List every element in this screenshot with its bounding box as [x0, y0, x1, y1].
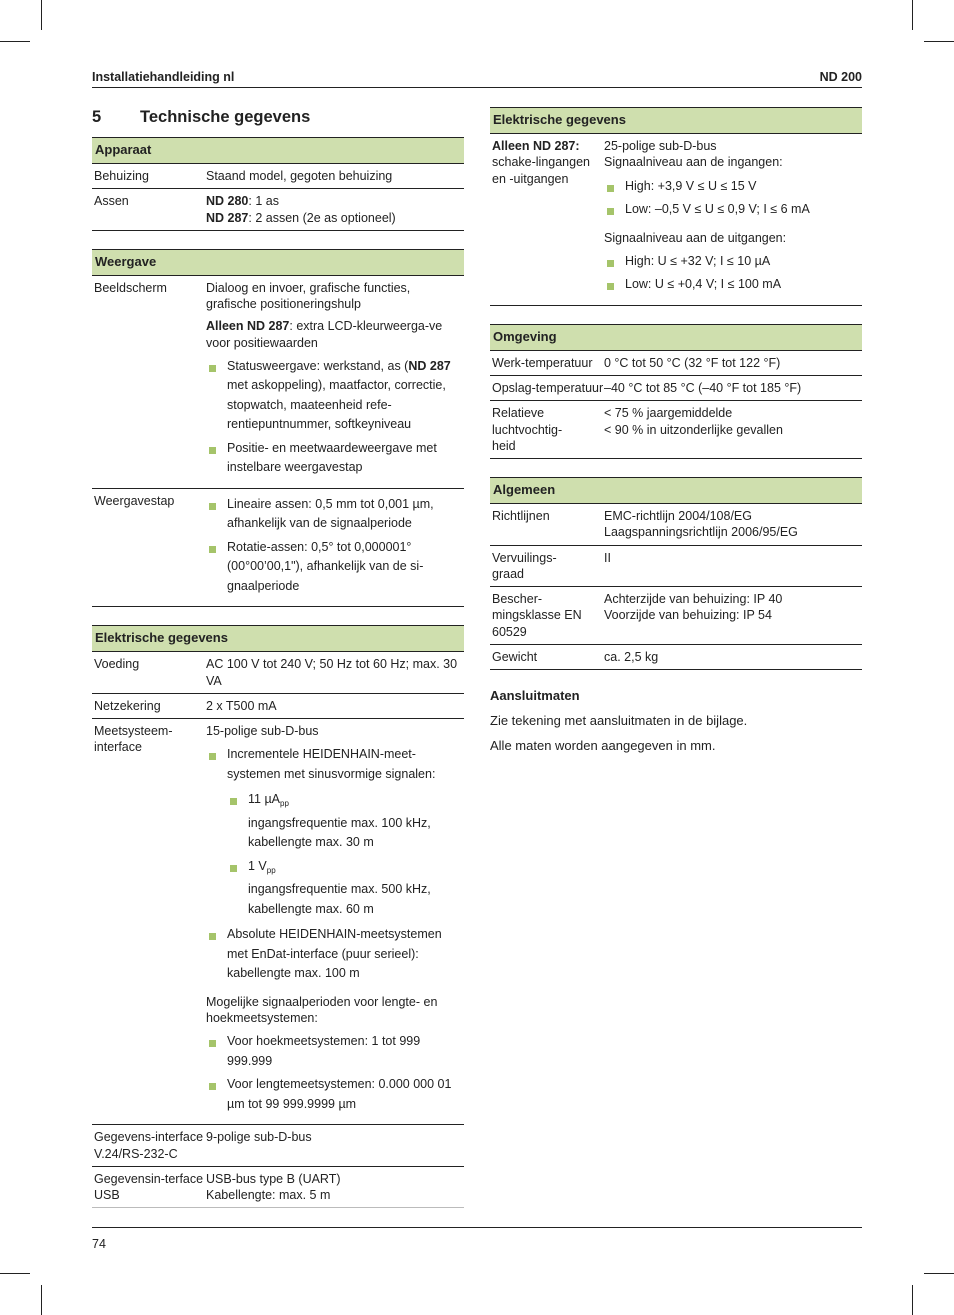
- row-value: II: [604, 550, 611, 565]
- row-label: Richtlijnen: [492, 509, 550, 523]
- row-value: Staand model, gegoten behuizing: [206, 169, 393, 183]
- table-row: [490, 504, 862, 546]
- paragraph: Signaalniveau aan de uitgangen:: [604, 230, 787, 245]
- row-label: Gegevensin-terface USB: [94, 1171, 204, 1202]
- row-label: Relatieve luchtvochtig-heid: [492, 406, 563, 453]
- list-item: [206, 357, 460, 435]
- value-line: < 75 % jaargemiddelde: [604, 406, 733, 421]
- table-row: [92, 1167, 464, 1209]
- value-line: Achterzijde van behuizing: IP 40: [604, 592, 783, 606]
- crop-mark: [924, 1273, 954, 1274]
- table-row: [490, 546, 862, 588]
- section-title: [92, 107, 310, 128]
- list-item: Positie- en meetwaardeweergave met instelbare weergavestap: [206, 439, 460, 478]
- signal-type: 11 µA: [248, 792, 280, 807]
- value-line: EMC-richtlijn 2004/108/EG: [604, 509, 752, 523]
- value-line: 25-polige sub-D-bus: [604, 139, 717, 153]
- row-value: [206, 723, 464, 1120]
- list-item: Voor hoekmeetsystemen: 1 tot 999 999.999: [206, 1032, 460, 1071]
- row-value: [206, 493, 464, 603]
- page-header: [92, 69, 862, 88]
- axes-text: : 2 assen (2e as optioneel): [248, 210, 396, 225]
- list-text: Statusweergave: werkstand, as (: [227, 358, 409, 373]
- row-value: [206, 1171, 464, 1204]
- paragraph: Alle maten worden aangegeven in mm.: [490, 737, 716, 753]
- table-weergave: [92, 249, 464, 608]
- crop-mark: [924, 41, 954, 42]
- table-header: Weergave: [92, 249, 464, 276]
- row-value: 0 °C tot 50 °C (32 °F tot 122 °F): [604, 355, 781, 370]
- table-row: [490, 587, 862, 645]
- list-item: High: U ≤ +32 V; I ≤ 10 µA: [604, 252, 858, 272]
- table-row: [490, 134, 862, 306]
- table-header: Algemeen: [490, 477, 862, 504]
- list-item: Rotatie-assen: 0,5° tot 0,000001° (00°00’00,1"), afhankelijk van de si-gnaalperiode: [206, 538, 460, 597]
- section-number: 5: [92, 108, 102, 126]
- value-line: USB-bus type B (UART): [206, 1171, 341, 1186]
- row-value: –40 °C tot 85 °C (–40 °F tot 185 °F): [604, 381, 802, 395]
- row-label: Assen: [94, 194, 129, 209]
- paragraph: Mogelijke signaalperioden voor lengte- en hoekmeetsystemen:: [206, 994, 438, 1025]
- row-value: 9-polige sub-D-bus: [206, 1130, 312, 1145]
- bullet-list: [206, 357, 460, 478]
- table-header: Apparaat: [92, 137, 464, 164]
- bullet-list: [604, 252, 858, 295]
- table-elektrische-gegevens: [92, 625, 464, 1208]
- manual-title: Installatiehandleiding nl: [92, 70, 235, 84]
- row-label: Gegevens-interface V.24/RS-232-C: [94, 1130, 204, 1161]
- table-header: Omgeving: [490, 324, 862, 351]
- section-heading: Technische gegevens: [140, 108, 311, 126]
- row-label: Gewicht: [492, 649, 538, 664]
- right-column: [490, 107, 862, 763]
- table-omgeving: [490, 324, 862, 459]
- row-label: [490, 138, 604, 301]
- page-footer: [92, 1227, 862, 1252]
- bullet-list: [206, 1032, 460, 1114]
- list-item: High: +3,9 V ≤ U ≤ 15 V: [604, 177, 858, 197]
- row-value: 2 x T500 mA: [206, 698, 277, 713]
- model-name: ND 280: [206, 194, 249, 209]
- row-label: Werk-temperatuur: [492, 355, 593, 370]
- left-column: [92, 137, 464, 1226]
- model-name: Alleen ND 287:: [492, 139, 580, 153]
- crop-mark: [0, 41, 30, 42]
- list-text: ingangsfrequentie max. 100 kHz, kabellengte max. 30 m: [248, 815, 431, 850]
- model-name: ND 287: [408, 358, 451, 373]
- table-row: [490, 645, 862, 670]
- list-item: Voor lengtemeetsystemen: 0.000 000 01 µm tot 99 999.9999 µm: [206, 1075, 460, 1114]
- value-line: Laagspanningsrichtlijn 2006/95/EG: [604, 525, 798, 540]
- row-label: Opslag-temperatuur: [492, 381, 604, 395]
- crop-mark: [0, 1273, 30, 1274]
- bullet-list: [206, 495, 460, 597]
- table-row: [92, 189, 464, 231]
- row-label: Vervuilings-graad: [492, 550, 557, 581]
- paragraph: Signaalniveau aan de ingangen:: [604, 155, 783, 170]
- table-algemeen: [490, 477, 862, 670]
- row-label: Bescher-mingsklasse EN 60529: [492, 592, 582, 639]
- row-value: [604, 591, 862, 640]
- list-text: Incrementele HEIDENHAIN-meet-systemen met sinusvormige signalen:: [227, 747, 436, 781]
- table-row: [92, 719, 464, 1125]
- model-name: ND 287: [206, 210, 249, 225]
- table-row: [490, 401, 862, 459]
- crop-mark: [41, 0, 42, 30]
- row-value: [604, 508, 862, 541]
- list-item: Absolute HEIDENHAIN-meetsystemen met EnDat-interface (puur serieel): kabellengte max. 100 m: [206, 925, 460, 984]
- list-item: [227, 790, 460, 853]
- row-label: Netzekering: [94, 698, 161, 713]
- value-line: Kabellengte: max. 5 m: [206, 1188, 331, 1202]
- table-row: [92, 652, 464, 694]
- row-value: ca. 2,5 kg: [604, 649, 659, 664]
- row-value: [604, 138, 862, 301]
- row-value: [206, 280, 464, 484]
- bullet-list: [604, 177, 858, 220]
- table-row: [92, 489, 464, 608]
- label-text: schake-lingangen en -uitgangen: [492, 155, 590, 186]
- table-row: [92, 1125, 464, 1167]
- row-value: [206, 193, 464, 226]
- table-apparaat: [92, 137, 464, 231]
- table-row: [490, 376, 862, 401]
- signal-type: 1 V: [248, 858, 267, 873]
- subsection-title: Aansluitmaten: [490, 688, 580, 703]
- list-item: Lineaire assen: 0,5 mm tot 0,001 µm, afhankelijk van de signaalperiode: [206, 495, 460, 534]
- row-label: Beeldscherm: [94, 280, 167, 295]
- crop-mark: [41, 1285, 42, 1315]
- value-line: Voorzijde van behuizing: IP 54: [604, 608, 772, 623]
- row-label: Weergavestap: [94, 493, 175, 508]
- table-row: [490, 351, 862, 376]
- table-row: [92, 694, 464, 719]
- bullet-list: [206, 745, 460, 984]
- model-name: Alleen ND 287: [206, 319, 290, 334]
- crop-mark: [912, 0, 913, 30]
- table-row: [92, 164, 464, 189]
- sub-bullet-list: [227, 790, 460, 919]
- table-row: [92, 276, 464, 489]
- list-item: Low: –0,5 V ≤ U ≤ 0,9 V; I ≤ 6 mA: [604, 200, 858, 220]
- row-value: [604, 405, 862, 454]
- row-label: Meetsysteem-interface: [94, 724, 173, 755]
- signal-subscript: pp: [280, 799, 289, 809]
- page-number: 74: [92, 1237, 106, 1251]
- table-header: Elektrische gegevens: [490, 107, 862, 134]
- list-text: ingangsfrequentie max. 500 kHz, kabellengte max. 60 m: [248, 882, 431, 916]
- paragraph: Zie tekening met aansluitmaten in de bijlage.: [490, 712, 748, 728]
- row-label: Voeding: [94, 657, 140, 672]
- signal-subscript: pp: [266, 865, 276, 875]
- paragraph: [206, 318, 460, 351]
- axes-text: : 1 as: [248, 194, 279, 209]
- list-item: [206, 745, 460, 919]
- product-name: ND 200: [819, 70, 862, 84]
- value-line: < 90 % in uitzonderlijke gevallen: [604, 422, 783, 437]
- row-value: AC 100 V tot 240 V; 50 Hz tot 60 Hz; max. 30 VA: [206, 657, 458, 688]
- paragraph: 15-polige sub-D-bus: [206, 724, 319, 738]
- table-elektrische-gegevens-io: [490, 107, 862, 306]
- table-header: Elektrische gegevens: [92, 625, 464, 652]
- list-item: [227, 857, 460, 920]
- list-text: met askoppeling), maatfactor, correctie, stopwatch, maateenheid refe-rentiepuntnummer, softkeyniveau: [227, 378, 446, 432]
- list-item: Low: U ≤ +0,4 V; I ≤ 100 mA: [604, 275, 858, 295]
- crop-mark: [912, 1285, 913, 1315]
- paragraph: Dialoog en invoer, grafische functies, grafische positioneringshulp: [206, 280, 411, 311]
- paragraph-text: : extra LCD-kleurweerga-ve voor positiewaarden: [206, 319, 443, 350]
- row-label: Behuizing: [94, 169, 149, 183]
